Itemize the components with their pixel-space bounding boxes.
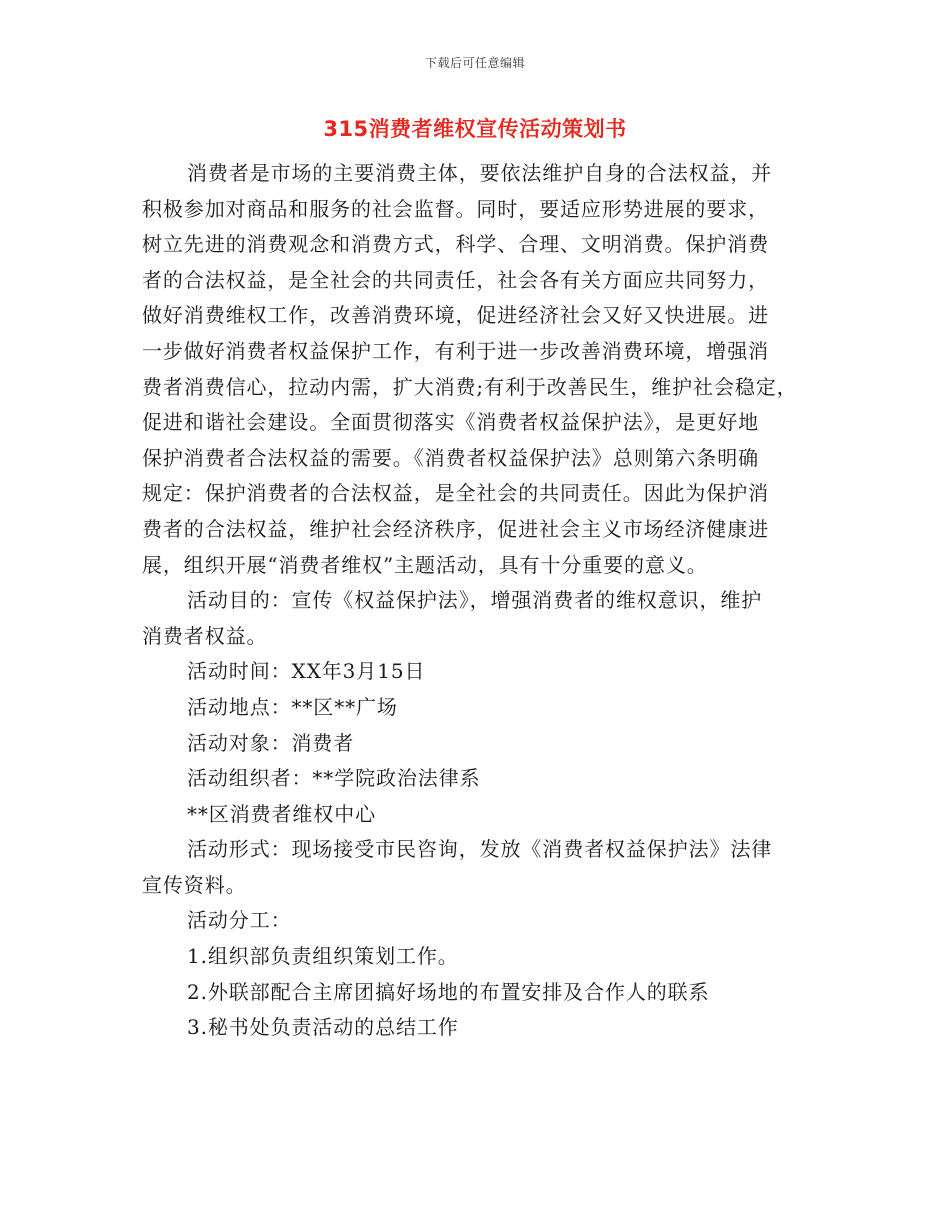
purpose-line: 活动目的：宣传《权益保护法》，增强消费者的维权意识，维护 [187,588,763,613]
event-form-line: 宣传资料。 [142,872,247,897]
division-item: 2.外联部配合主席团搞好场地的布置安排及合作人的联系 [187,979,710,1004]
intro-line: 者的合法权益，是全社会的共同责任，社会各有关方面应共同努力， [142,267,769,292]
intro-line: 积极参加对商品和服务的社会监督。同时，要适应形势进展的要求， [142,196,769,221]
purpose-line: 消费者权益。 [142,623,268,648]
intro-line: 树立先进的消费观念和消费方式，科学、合理、文明消费。保护消费 [142,232,769,257]
intro-line: 费者的合法权益，维护社会经济秩序，促进社会主义市场经济健康进 [142,516,769,541]
intro-line: 费者消费信心，拉动内需，扩大消费;有利于改善民生，维护社会稳定， [142,374,798,399]
intro-line: 规定：保护消费者的合法权益，是全社会的共同责任。因此为保护消 [142,481,769,506]
document-title: 315消费者维权宣传活动策划书 [323,117,627,141]
division-item: 1.组织部负责组织策划工作。 [187,944,459,969]
intro-line: 保护消费者合法权益的需要。《消费者权益保护法》总则第六条明确 [142,445,759,470]
intro-line: 一步做好消费者权益保护工作，有利于进一步改善消费环境，增强消 [142,338,769,363]
event-organizer-secondary: **区消费者维权中心 [187,801,376,826]
document-body [142,156,820,1046]
event-location: 活动地点：**区**广场 [187,694,398,719]
intro-line: 促进和谐社会建设。全面贯彻落实《消费者权益保护法》，是更好地 [142,410,759,435]
intro-line: 做好消费维权工作，改善消费环境，促进经济社会又好又快进展。进 [142,303,769,328]
intro-line: 消费者是市场的主要消费主体，要依法维护自身的合法权益，并 [187,161,773,185]
event-audience: 活动对象：消费者 [187,730,355,755]
event-form-line: 活动形式：现场接受市民咨询，发放《消费者权益保护法》法律 [187,837,773,862]
division-item: 3.秘书处负责活动的总结工作 [187,1015,459,1040]
event-time: 活动时间：XX年3月15日 [187,659,426,684]
event-organizer: 活动组织者：**学院政治法律系 [187,766,481,791]
intro-line: 展，组织开展“消费者维权”主题活动，具有十分重要的意义。 [142,552,708,577]
header-note: 下载后可任意编辑 [424,56,525,70]
division-heading: 活动分工： [187,908,292,933]
